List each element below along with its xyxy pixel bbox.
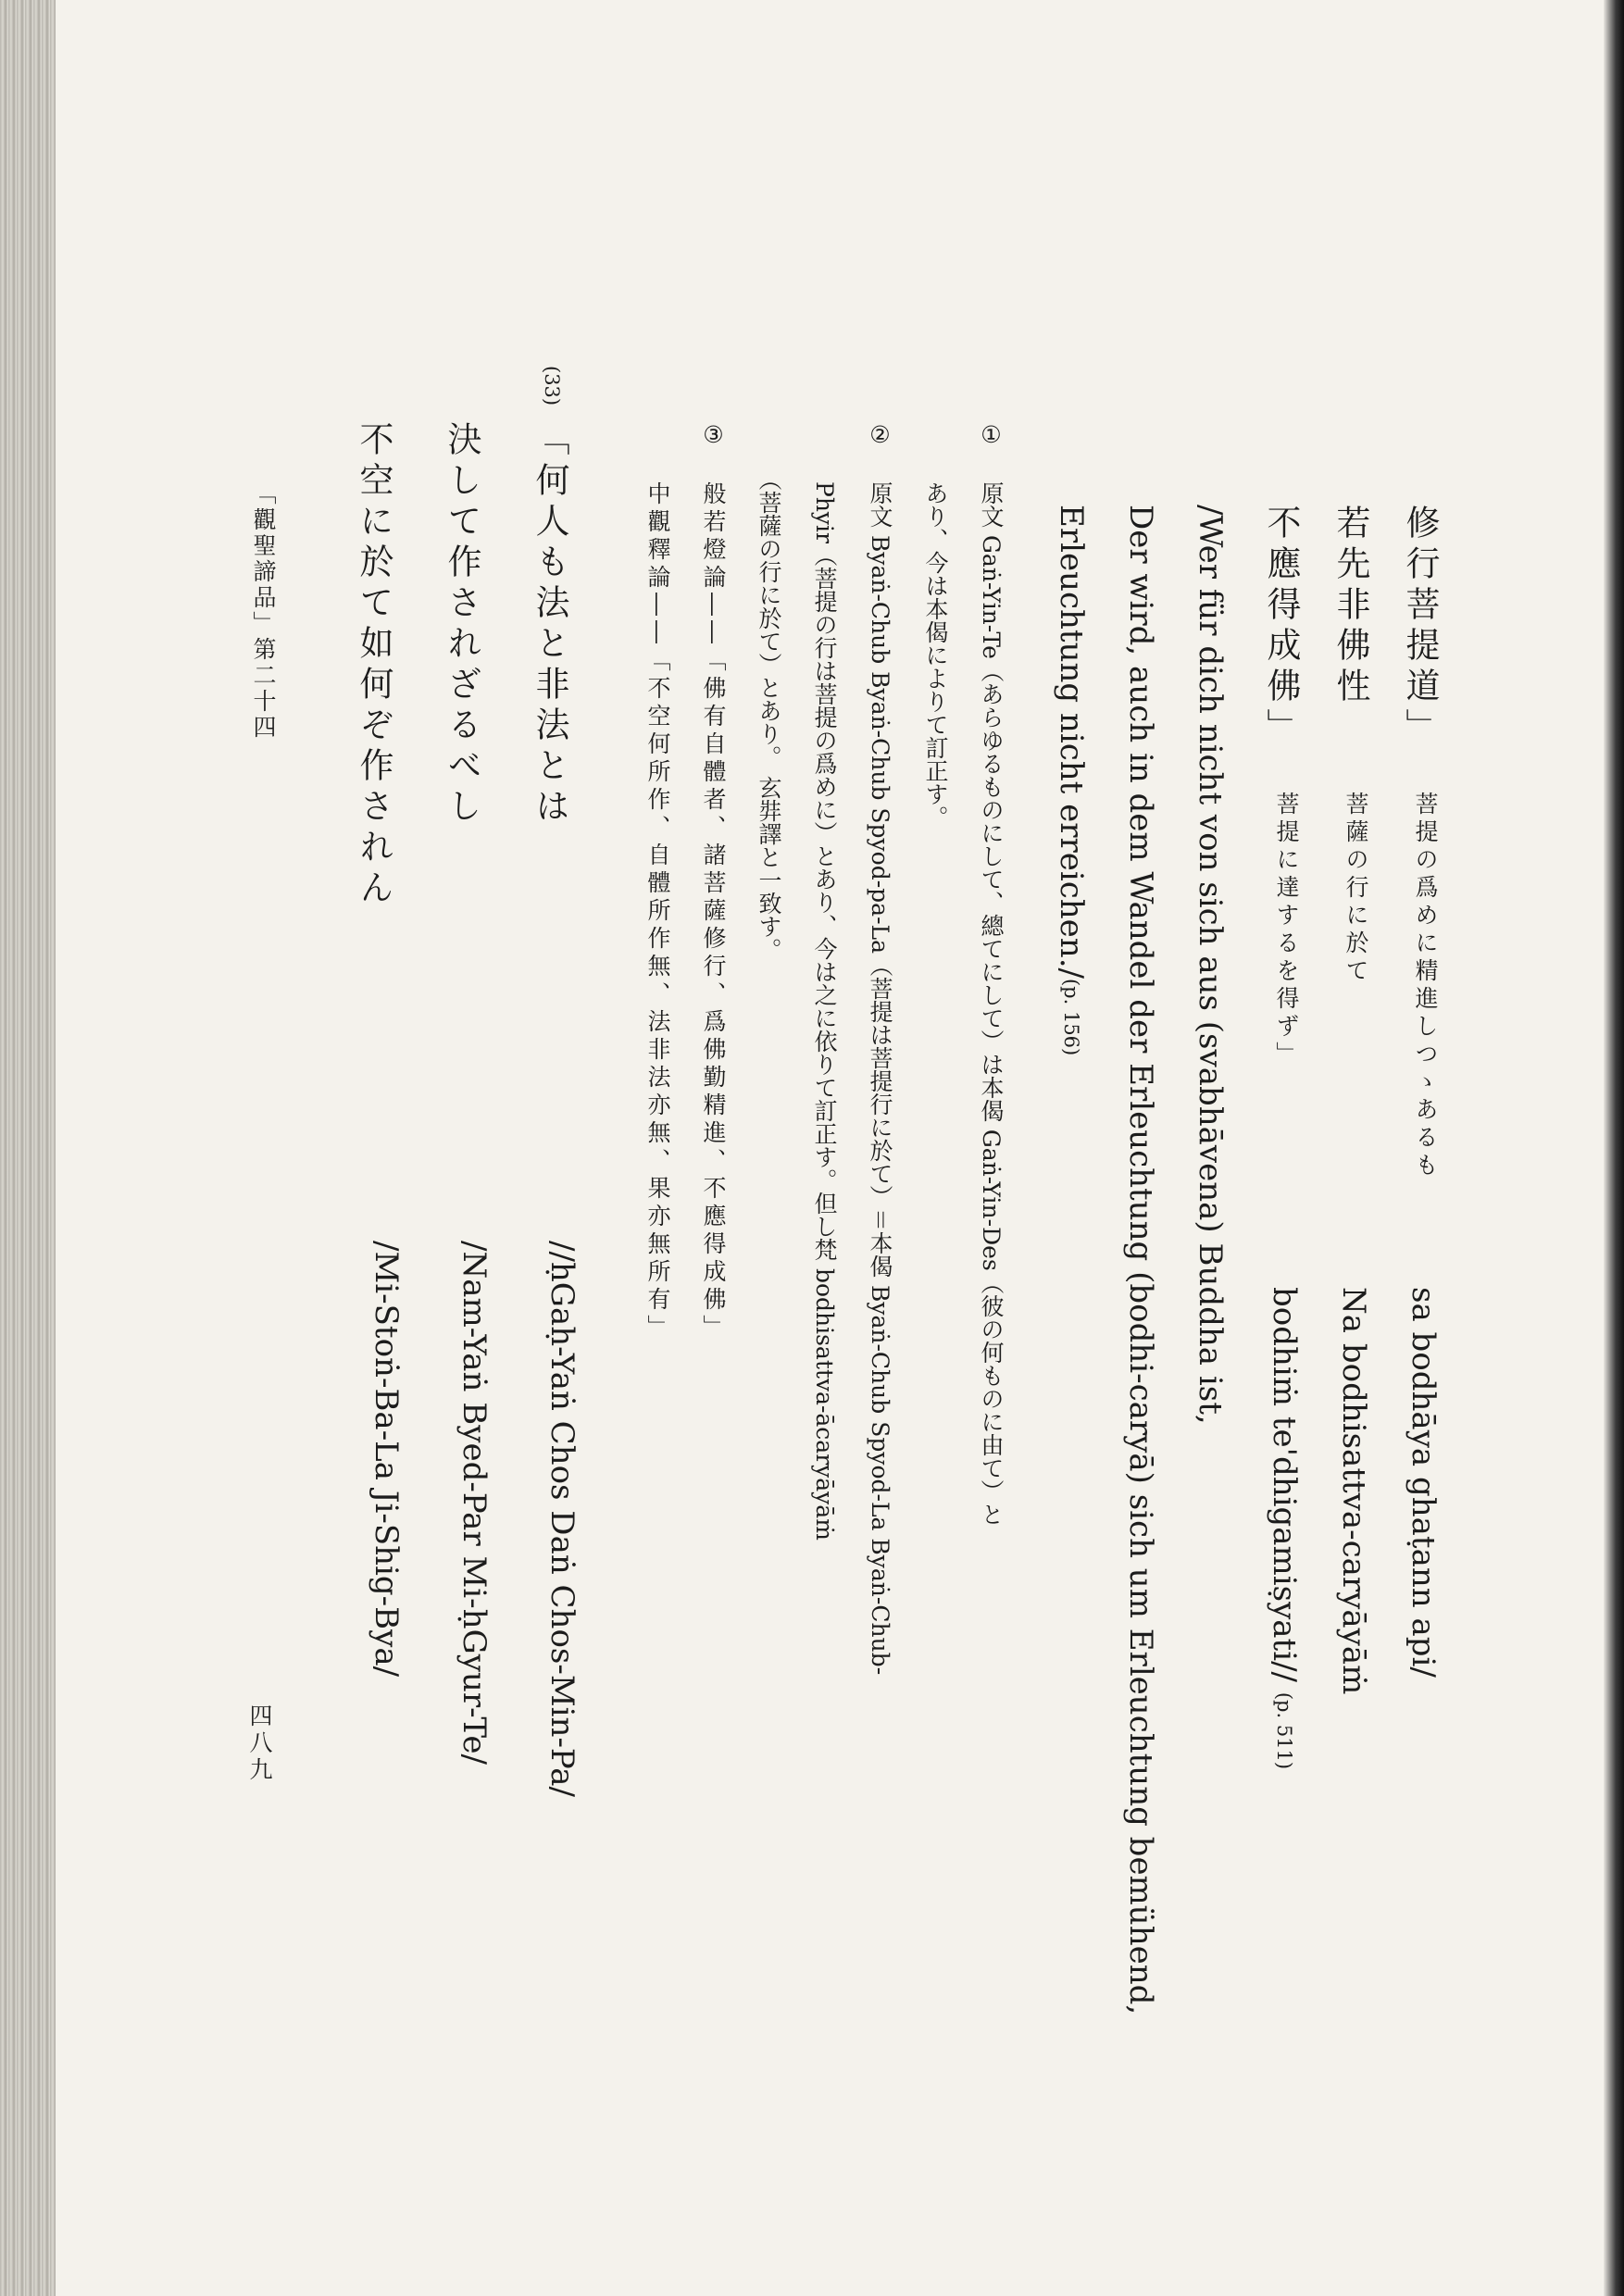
verse-33-tib-line-1: //ḥGaḥ-Yaṅ Chos Daṅ Chos-Min-Pa/ [543, 1241, 581, 1798]
note-2-line-1: 原文 Byaṅ-Chub Byaṅ-Chub Spyod-pa-La（菩提は菩提行に於て）＝本偈 Byaṅ-Chub Spyod-La Byaṅ-Chub- [867, 481, 893, 1676]
verse-33-tib-line-2: /Nam-Yaṅ Byed-Par Mi-ḥGyur-Te/ [456, 1241, 493, 1765]
page-number: 四八九 [246, 1703, 273, 1784]
note-2-line-2: Phyir（菩提の行は菩提の爲めに）とあり、今は之に依りて訂正す。但し梵 bodhisattva-ācaryāyāṁ [811, 481, 838, 1541]
german-page-ref: (p. 156) [1060, 978, 1082, 1056]
scan-page-edge [1604, 0, 1624, 2296]
note-1-number: ① [978, 421, 1005, 448]
german-line-3 [1053, 505, 1090, 1056]
verse-gloss-line-3: 菩提に達するを得ず」 [1273, 792, 1300, 1069]
verse-gloss-line-1: 菩提の爲めに精進しつゝあるも [1412, 792, 1439, 1180]
verse-skt-line-2: Na bodhisattva-caryāyāṁ [1335, 1287, 1372, 1695]
verse-skt-line-1: sa bodhāya ghaṭann api/ [1405, 1287, 1442, 1678]
running-title: 「觀聖諦品」第二十四 [250, 481, 277, 741]
note-3-line-1: 般若燈論――「佛有自體者、諸菩薩修行、爲佛勤精進、不應得成佛」 [700, 481, 727, 1342]
verse-33-tib-line-3: /Mi-Stoṅ-Ba-La Ji-Shig-Bya/ [368, 1241, 405, 1678]
verse-gloss-line-2: 菩薩の行に於て [1343, 792, 1369, 986]
scan-binding-shadow [0, 0, 56, 2296]
verse-skt-text: bodhiṁ te'dhigamiṣyati// [1266, 1287, 1303, 1683]
verse-ja-line-1: 修行菩提道」 [1400, 505, 1440, 749]
verse-ja-line-2: 若先非佛性 [1330, 505, 1370, 708]
verse-33-number: (33) [541, 366, 563, 406]
skt-page-ref: (p. 511) [1273, 1691, 1295, 1770]
note-3-line-2: 中觀釋論――「不空何所作、自體所作無、法非法亦無、果亦無所有」 [644, 481, 671, 1342]
note-1-line-2: あり、今は本偈によりて訂正す。 [922, 481, 949, 829]
german-line-1: /Wer für dich nicht von sich aus (svabhāvena) Buddha ist, [1192, 505, 1229, 1425]
verse-33-ja-line-1: 「何人も法と非法とは [530, 421, 569, 829]
german-text: Erleuchtung nicht erreichen./ [1053, 505, 1090, 979]
verse-skt-line-3 [1266, 1287, 1303, 1770]
german-line-2: Der wird, auch in dem Wandel der Erleuchtung (bodhi-caryā) sich um Erleuchtung bemühend, [1122, 505, 1159, 2015]
verse-33-ja-line-3: 不空に於て如何ぞ作されん [354, 421, 394, 910]
note-2-line-3: （菩薩の行に於て）とあり。 玄弉譯と一致す。 [756, 468, 782, 961]
verse-33-ja-line-2: 決して作されざるべし [442, 421, 481, 829]
verse-ja-line-3: 不應得成佛」 [1261, 505, 1301, 749]
note-1-line-1: 原文 Gaṅ-Yin-Te（あらゆるものにして、總てにして）は本偈 Gaṅ-Yin-Des（彼の何ものに由て）と [978, 481, 1005, 1526]
note-2-number: ② [867, 421, 893, 448]
note-3-number: ③ [700, 421, 727, 448]
